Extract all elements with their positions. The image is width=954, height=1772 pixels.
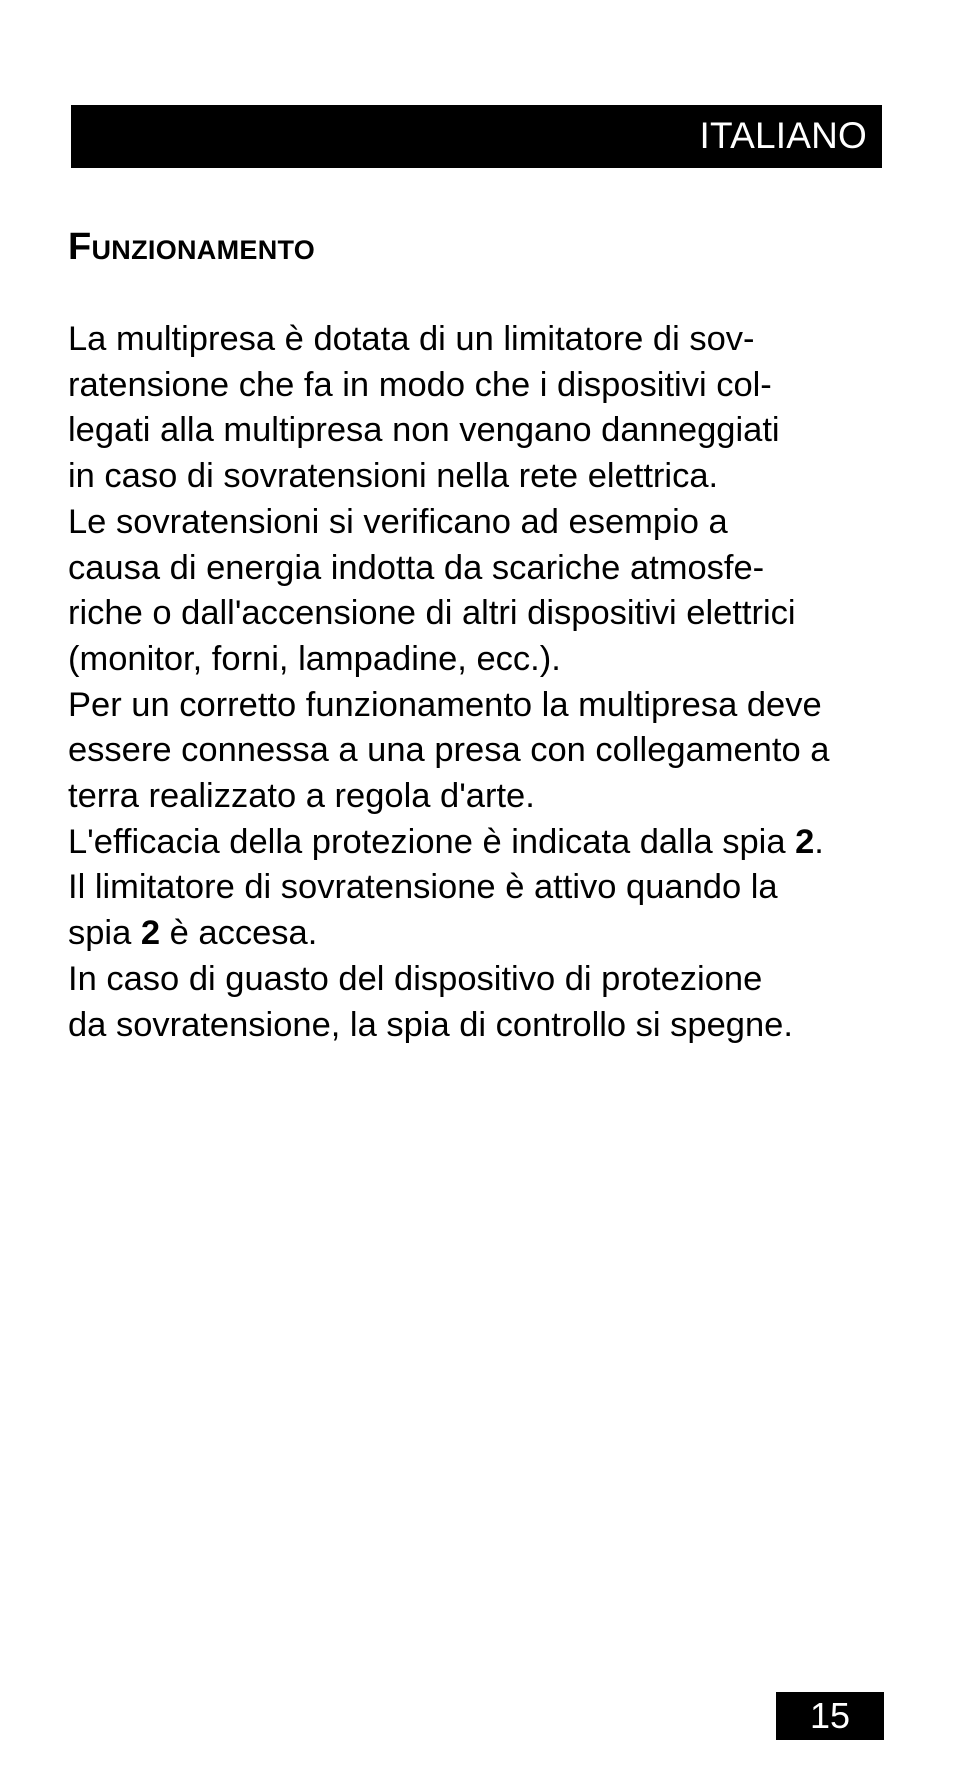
language-header-bar	[71, 105, 882, 168]
text-segment: .	[814, 822, 824, 861]
text-line: in caso di sovratensioni nella rete elettrica.	[68, 457, 719, 496]
text-line: terra realizzato a regola d'arte.	[68, 777, 535, 816]
text-line: In caso di guasto del dispositivo di protezione	[68, 959, 763, 998]
text-segment: spia	[68, 914, 141, 953]
text-line	[68, 911, 898, 957]
indicator-reference: 2	[795, 822, 815, 861]
indicator-reference: 2	[140, 914, 161, 953]
text-line: essere connessa a una presa con collegamento a	[68, 731, 830, 770]
page-number: 15	[809, 1695, 851, 1736]
text-segment: è accesa.	[160, 914, 318, 953]
text-line: Le sovratensioni si verificano ad esempio a	[68, 502, 728, 541]
text-line: riche o dall'accensione di altri dispositivi elettrici	[68, 594, 796, 633]
text-line: Il limitatore di sovratensione è attivo quando la	[68, 868, 778, 907]
section-title: Funzionamento	[68, 226, 316, 268]
text-line: da sovratensione, la spia di controllo si spegne.	[68, 1005, 793, 1044]
text-line: legati alla multipresa non vengano danneggiati	[68, 411, 780, 450]
text-line: (monitor, forni, lampadine, ecc.).	[68, 639, 561, 678]
text-line	[68, 820, 898, 866]
text-line: ratensione che fa in modo che i dispositivi col-	[68, 365, 772, 404]
page-number-box	[776, 1692, 884, 1740]
language-label: ITALIANO	[699, 115, 867, 156]
text-line: causa di energia indotta da scariche atmosfe-	[68, 548, 765, 587]
text-segment: L'efficacia della protezione è indicata dalla spia	[68, 822, 796, 861]
text-line: La multipresa è dotata di un limitatore di sov-	[68, 320, 755, 358]
body-paragraph	[68, 317, 898, 1048]
text-line: Per un corretto funzionamento la multipresa deve	[68, 685, 822, 724]
